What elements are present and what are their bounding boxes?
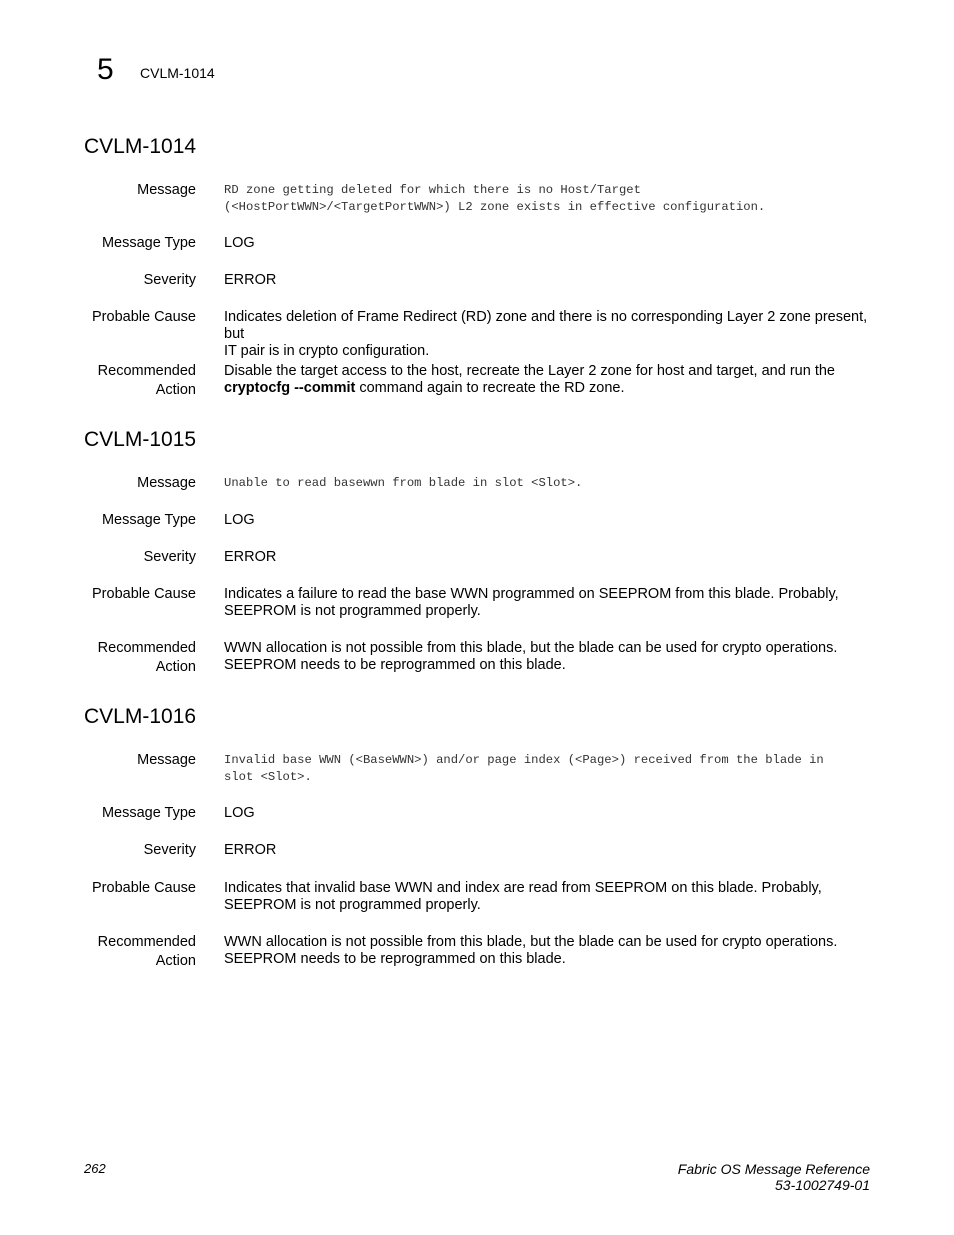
message-type-value: LOG: [224, 805, 255, 821]
recommended-action-text: WWN allocation is not possible from this blade, but the blade can be used for crypto operations. SEEPROM needs to be reprogrammed on this blade.: [224, 934, 838, 967]
severity-label: Severity: [143, 272, 196, 288]
page-number: 262: [84, 1161, 106, 1176]
footer-doc-info: [678, 1161, 870, 1193]
probable-cause-label: Probable Cause: [92, 880, 196, 896]
recommended-action-label: Recommended Action: [97, 640, 196, 675]
message-type-value: LOG: [224, 235, 255, 251]
severity-label: Severity: [143, 549, 196, 565]
entry-title: CVLM-1016: [84, 705, 197, 728]
chapter-number: 5: [97, 53, 114, 86]
message-label: Message: [137, 182, 196, 198]
running-header: CVLM-1014: [140, 65, 215, 81]
severity-value: ERROR: [224, 272, 277, 288]
severity-label: Severity: [143, 842, 196, 858]
message-text: RD zone getting deleted for which there is no Host/Target (<HostPortWWN>/<TargetPortWWN>) L2 zone exists in effective configuration.: [224, 183, 766, 214]
doc-title: Fabric OS Message Reference: [677, 1161, 870, 1177]
message-type-value: LOG: [224, 512, 255, 528]
message-type-label: Message Type: [101, 805, 196, 821]
message-type-label: Message Type: [101, 512, 196, 528]
message-label: Message: [137, 475, 196, 491]
recommended-action-text: WWN allocation is not possible from this blade, but the blade can be used for crypto operations. SEEPROM needs to be reprogrammed on this blade.: [224, 640, 838, 673]
recommended-action-label: Recommended Action: [97, 363, 196, 398]
message-text: Invalid base WWN (<BaseWWN>) and/or page index (<Page>) received from the blade in slot <Slot>.: [224, 753, 824, 784]
probable-cause-label: Probable Cause: [92, 309, 196, 325]
severity-value: ERROR: [224, 842, 277, 858]
entry-title: CVLM-1015: [84, 428, 197, 451]
recommended-action-text: Disable the target access to the host, recreate the Layer 2 zone for host and target, and run the cryptocfg --commit command again to recreate the RD zone.: [224, 363, 835, 396]
probable-cause-label: Probable Cause: [92, 586, 196, 602]
command-name: cryptocfg --commit: [224, 380, 356, 396]
message-text: Unable to read basewwn from blade in slot <Slot>.: [224, 476, 583, 490]
recommended-action-label: Recommended Action: [97, 934, 196, 969]
message-type-label: Message Type: [101, 235, 196, 251]
probable-cause-text: Indicates a failure to read the base WWN programmed on SEEPROM from this blade. Probably, SEEPROM is not programmed properly.: [224, 586, 839, 619]
probable-cause-text: Indicates deletion of Frame Redirect (RD) zone and there is no corresponding Layer 2 zone present, but IT pair is in crypto configuration.: [224, 309, 868, 359]
entry-title: CVLM-1014: [84, 135, 197, 158]
message-label: Message: [137, 752, 196, 768]
doc-number: 53-1002749-01: [775, 1177, 870, 1193]
severity-value: ERROR: [224, 549, 277, 565]
probable-cause-text: Indicates that invalid base WWN and index are read from SEEPROM on this blade. Probably, SEEPROM is not programmed properly.: [224, 880, 822, 913]
